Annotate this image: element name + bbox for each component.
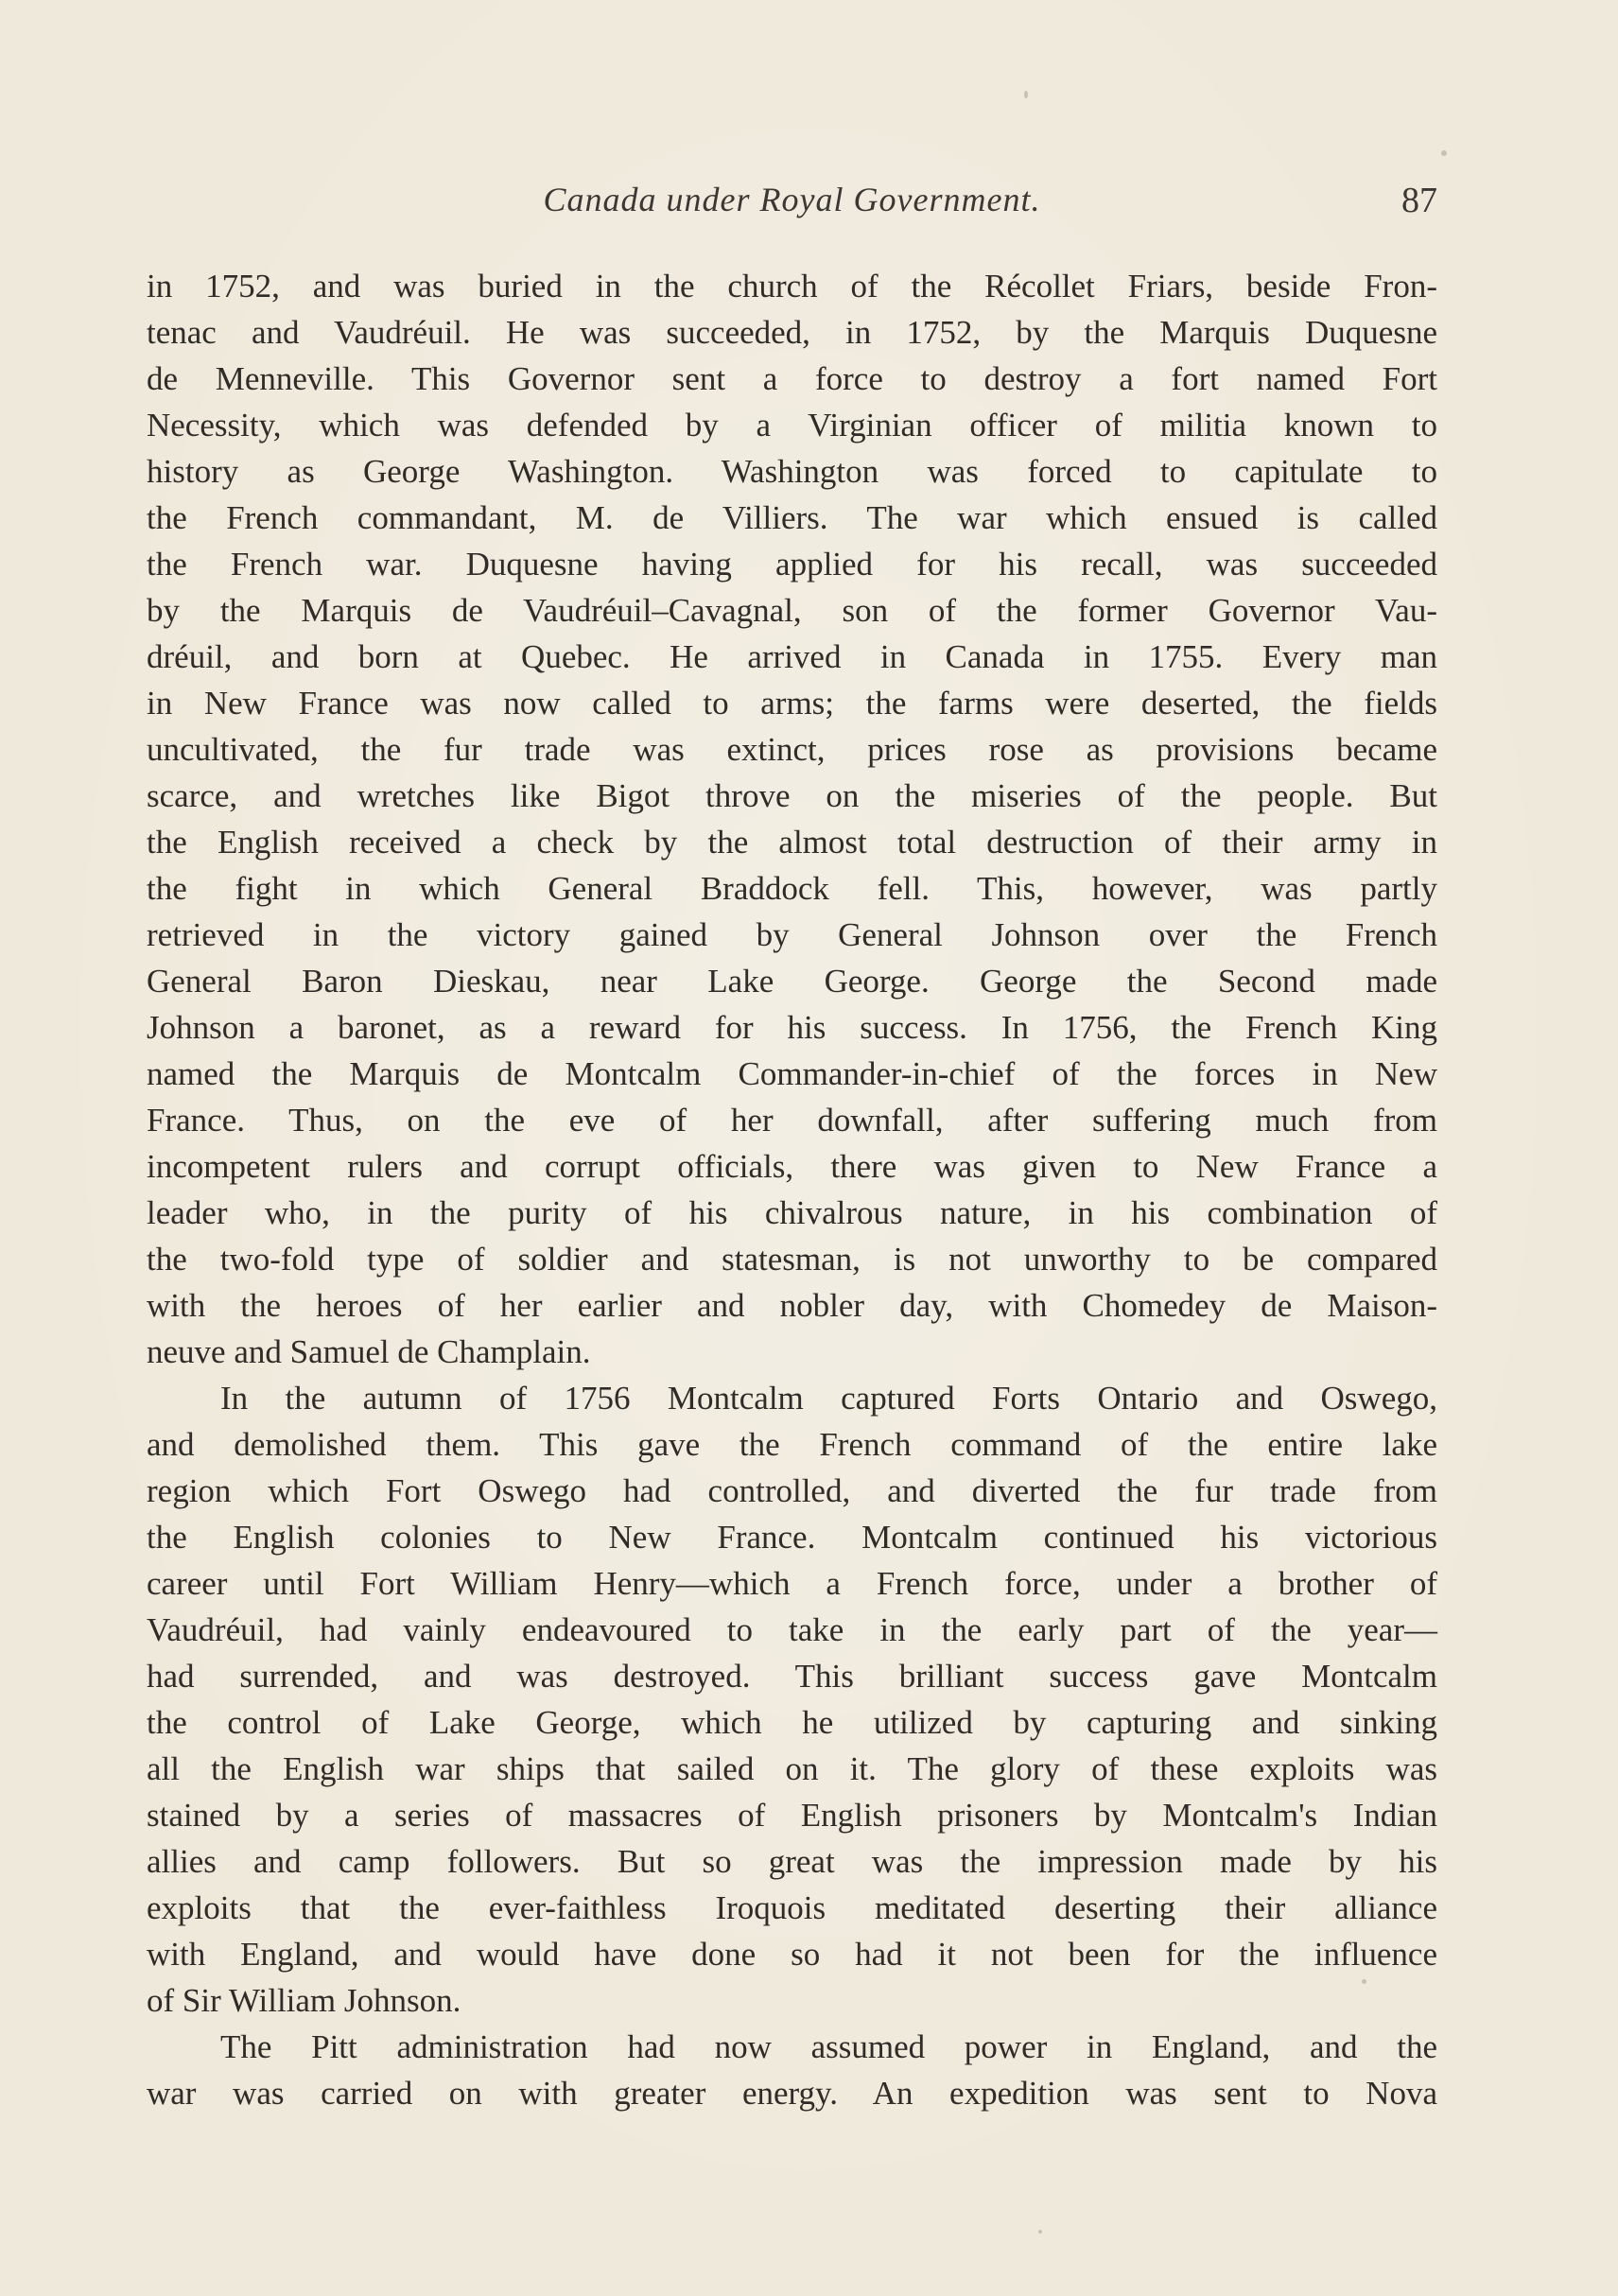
text-line: the English colonies to New France. Montcalm continued his victorious: [147, 1519, 1437, 1556]
text-line: scarce, and wretches like Bigot throve on the miseries of the people. But: [147, 777, 1437, 814]
text-line: Necessity, which was defended by a Virginian officer of militia known to: [147, 407, 1437, 444]
running-head: [147, 180, 1437, 236]
text-line: the fight in which General Braddock fell. This, however, was partly: [147, 870, 1437, 907]
running-title: Canada under Royal Government.: [543, 181, 1041, 218]
text-line: history as George Washington. Washington was forced to capitulate to: [147, 453, 1437, 490]
text-line: General Baron Dieskau, near Lake George. George the Second made: [147, 963, 1437, 1000]
text-line: exploits that the ever-faithless Iroquois meditated deserting their alliance: [147, 1889, 1437, 1926]
text-line: incompetent rulers and corrupt officials, there was given to New France a: [147, 1148, 1437, 1185]
text-line: Johnson a baronet, as a reward for his success. In 1756, the French King: [147, 1009, 1437, 1046]
text-line: region which Fort Oswego had controlled, and diverted the fur trade from: [147, 1472, 1437, 1509]
text-line: the English received a check by the almost total destruction of their army in: [147, 824, 1437, 861]
body-text: [147, 263, 1437, 2116]
text-line: de Menneville. This Governor sent a force to destroy a fort named Fort: [147, 360, 1437, 397]
page-number: 87: [1401, 181, 1437, 220]
text-line: all the English war ships that sailed on it. The glory of these exploits was: [147, 1750, 1437, 1787]
text-line: the French commandant, M. de Villiers. The war which ensued is called: [147, 499, 1437, 536]
text-line: leader who, in the purity of his chivalrous nature, in his combination of: [147, 1194, 1437, 1231]
text-line: uncultivated, the fur trade was extinct, prices rose as provisions became: [147, 731, 1437, 768]
text-line: in 1752, and was buried in the church of the Récollet Friars, beside Fron-: [147, 268, 1437, 304]
paper-speck: [1441, 150, 1447, 156]
text-line: stained by a series of massacres of English prisoners by Montcalm's Indian: [147, 1797, 1437, 1834]
text-line: career until Fort William Henry—which a French force, under a brother of: [147, 1565, 1437, 1602]
text-line: by the Marquis de Vaudréuil–Cavagnal, son of the former Governor Vau-: [147, 592, 1437, 629]
text-line: with the heroes of her earlier and nobler day, with Chomedey de Maison-: [147, 1287, 1437, 1324]
paper-speck: [1362, 1979, 1366, 1984]
text-line: In the autumn of 1756 Montcalm captured Forts Ontario and Oswego,: [220, 1380, 1437, 1417]
text-line: Vaudréuil, had vainly endeavoured to take in the early part of the year—: [147, 1611, 1437, 1648]
text-line: France. Thus, on the eve of her downfall, after suffering much from: [147, 1102, 1437, 1139]
text-line: dréuil, and born at Quebec. He arrived in Canada in 1755. Every man: [147, 638, 1437, 675]
text-line: war was carried on with greater energy. An expedition was sent to Nova: [147, 2075, 1437, 2112]
text-line: tenac and Vaudréuil. He was succeeded, in 1752, by the Marquis Duquesne: [147, 314, 1437, 351]
text-line: of Sir William Johnson.: [147, 1982, 461, 2019]
text-line: the French war. Duquesne having applied for his recall, was succeeded: [147, 546, 1437, 583]
text-line: in New France was now called to arms; the farms were deserted, the fields: [147, 685, 1437, 722]
text-line: allies and camp followers. But so great was the impression made by his: [147, 1843, 1437, 1880]
text-line: neuve and Samuel de Champlain.: [147, 1333, 591, 1370]
text-line: retrieved in the victory gained by General Johnson over the French: [147, 916, 1437, 953]
text-line: had surrended, and was destroyed. This brilliant success gave Montcalm: [147, 1658, 1437, 1695]
text-line: the two-fold type of soldier and statesman, is not unworthy to be compared: [147, 1241, 1437, 1278]
text-line: and demolished them. This gave the French command of the entire lake: [147, 1426, 1437, 1463]
text-line: named the Marquis de Montcalm Commander-in-chief of the forces in New: [147, 1055, 1437, 1092]
paper-speck: [1038, 2230, 1042, 2234]
text-line: the control of Lake George, which he utilized by capturing and sinking: [147, 1704, 1437, 1741]
text-line: with England, and would have done so had it not been for the influence: [147, 1936, 1437, 1973]
paper-speck: [1024, 91, 1028, 98]
text-line: The Pitt administration had now assumed power in England, and the: [220, 2028, 1437, 2065]
